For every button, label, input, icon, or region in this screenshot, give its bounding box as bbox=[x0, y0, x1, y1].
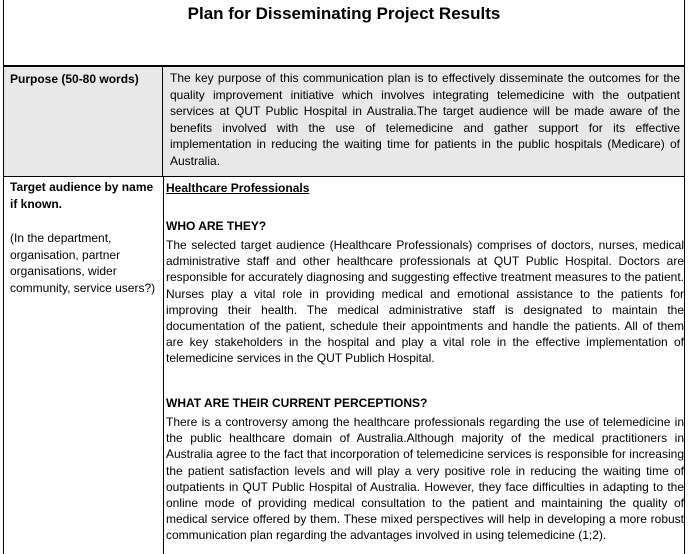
document-sheet bbox=[3, 0, 685, 554]
purpose-text: The key purpose of this communication plan is to effectively disseminate the outcomes for the quality improvement initiative which involves integrating telemedicine with the outpatient services at QUT Public Hospital in Australia.The target audience will be made aware of the benefits involved with the use of telemedicine and gather support for its effective implementation in reducing the waiting time for patients in the public hospitals (Medicare) of Australia. bbox=[170, 71, 680, 168]
perceptions-heading: WHAT ARE THEIR CURRENT PERCEPTIONS? bbox=[166, 396, 428, 410]
audience-heading: Healthcare Professionals bbox=[166, 181, 310, 195]
purpose-text-cell bbox=[163, 67, 684, 176]
purpose-label-cell bbox=[4, 67, 163, 176]
target-audience-label: Target audience by name if known. bbox=[10, 180, 154, 211]
page-title: Plan for Disseminating Project Results bbox=[187, 4, 501, 23]
purpose-row bbox=[3, 66, 685, 177]
who-heading: WHO ARE THEY? bbox=[166, 219, 267, 233]
title-row bbox=[3, 0, 685, 66]
perceptions-text: There is a controversy among the healthcare professionals regarding the use of telemedicine in the public healthcare domain of Australia.Although majority of the medical practitioners in Australia agree to the fact that incorporation of telemedicine services is responsible for increasing the patient satisfaction levels and will play a very positive role in reducing the waiting time of outpatients in QUT Public Hospital of Australia. However, they face difficulties in adapting to the online mode of providing medical consultation to the patient and maintaining the quality of medical service offered by them. These mixed perspectives will help in developing a more robust communication plan regarding the advantages involved in using telemedicine (1;2). bbox=[166, 415, 684, 543]
target-audience-note: (In the department, organisation, partner organisations, wider community, service users?) bbox=[10, 231, 156, 295]
target-audience-label-cell bbox=[4, 176, 164, 554]
target-audience-row bbox=[3, 176, 685, 554]
purpose-label: Purpose (50-80 words) bbox=[10, 72, 139, 86]
who-text: The selected target audience (Healthcare Professionals) comprises of doctors, nurses, medical administrative staff and other healthcare professionals at QUT Public Hospital. Doctors are responsible for accurately diagnosing and suggesting effective treatment measures to the patient. Nurses play a vital role in providing medical and emotional assistance to the patients for improving their health. The medical administrative staff is designated to maintain the documentation of the patient, schedule their appointments and handle the patients. All of them are key stakeholders in the hospital and play a vital role in the effective implementation of telemedicine services in the QUT Publich Hospital. bbox=[166, 238, 684, 366]
